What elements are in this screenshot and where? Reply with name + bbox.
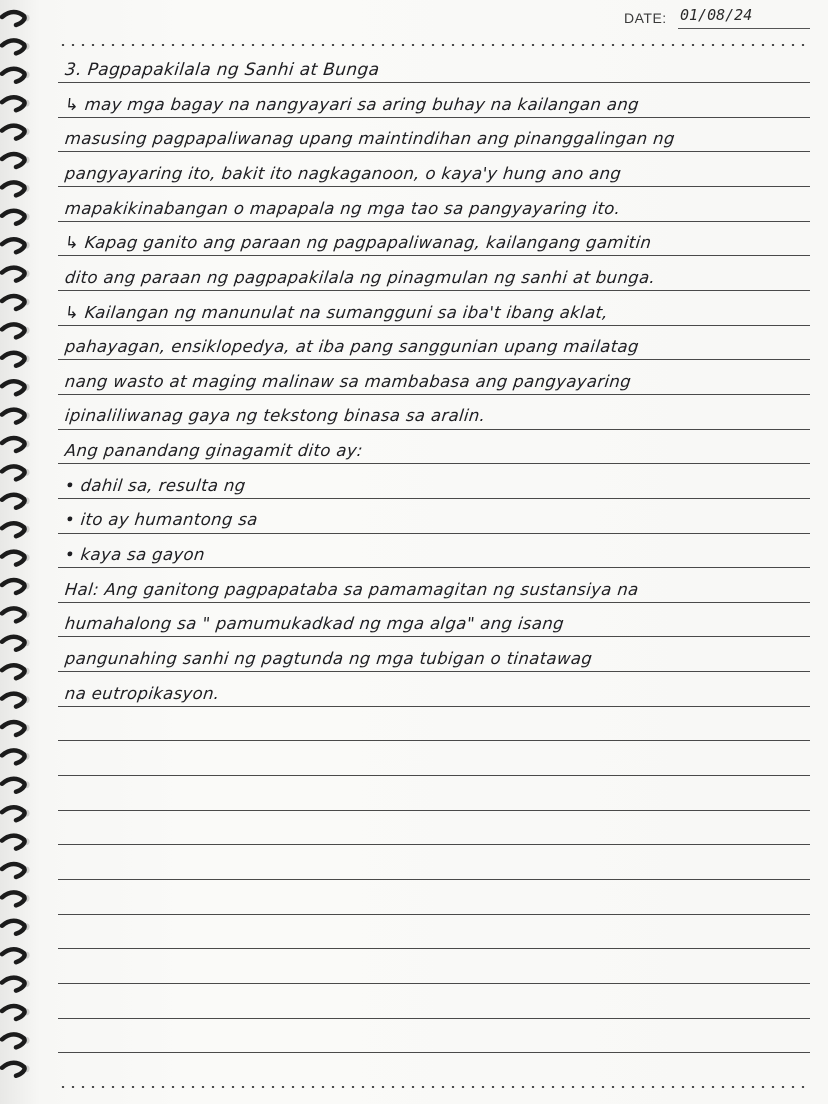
spiral-ring [2,949,30,962]
note-line: dito ang paraan ng pagpapakilala ng pinagmulan ng sanhi at bunga. [64,268,657,287]
spiral-ring [2,268,30,281]
ruled-line [58,255,810,256]
ruled-line [58,221,810,222]
spiral-ring [2,665,30,678]
note-line: pahayagan, ensiklopedya, at iba pang sanggunian upang mailatag [64,337,640,356]
note-line: Ang panandang ginagamit dito ay: [64,441,364,460]
spiral-ring [2,722,30,735]
spiral-ring [2,779,30,792]
ruled-line [58,636,810,637]
spiral-ring [2,608,30,621]
note-line: humahalong sa " pamumukadkad ng mga alga" ang isang [64,614,566,633]
bullet-item: • dahil sa, resulta ng [64,476,247,495]
date-field [624,6,814,32]
note-line: ↳ may mga bagay na nangyayari sa aring buhay na kailangan ang [64,95,641,114]
ruled-line [58,983,810,984]
spiral-ring [2,552,30,565]
spiral-ring [2,694,30,707]
spiral-ring [2,296,30,309]
spiral-ring [2,381,30,394]
spiral-ring [2,836,30,849]
spiral-ring [2,807,30,820]
ruled-line [58,879,810,880]
spiral-ring [2,466,30,479]
spiral-ring [2,126,30,139]
ruled-line [58,602,810,603]
ruled-line [58,1052,810,1053]
spiral-ring [2,353,30,366]
spiral-ring [2,1006,30,1019]
note-line: Hal: Ang ganitong pagpapataba sa pamamagitan ng sustansiya na [64,580,640,599]
ruled-line [58,775,810,776]
ruled-line [58,463,810,464]
spiral-binding [0,0,44,1104]
date-label: DATE: [624,10,667,26]
ruled-line [58,359,810,360]
ruled-line [58,706,810,707]
ruled-line [58,186,810,187]
note-line: na eutropikasyon. [64,684,221,703]
ruled-line [58,498,810,499]
ruled-line [58,914,810,915]
note-line: pangyayaring ito, bakit ito nagkaganoon, o kaya'y hung ano ang [64,164,623,183]
spiral-ring [2,40,30,53]
bottom-dotted-border [58,1086,810,1088]
spiral-ring [2,211,30,224]
bullet-item: • ito ay humantong sa [64,510,259,529]
spiral-ring [2,921,30,934]
spiral-ring [2,580,30,593]
spiral-ring [2,892,30,905]
note-line: pangunahing sanhi ng pagtunda ng mga tubigan o tinatawag [64,649,594,668]
spiral-ring [2,523,30,536]
spiral-ring [2,239,30,252]
spiral-ring [2,154,30,167]
ruled-line [58,671,810,672]
ruled-line [58,82,810,83]
spiral-ring [2,637,30,650]
note-heading: 3. Pagpapakilala ng Sanhi at Bunga [64,60,381,80]
spiral-ring [2,97,30,110]
note-line: ipinaliliwanag gaya ng tekstong binasa sa aralin. [64,406,487,425]
date-underline [678,28,810,29]
ruled-line [58,1018,810,1019]
note-line: mapakikinabangan o mapapala ng mga tao sa pangyayaring ito. [64,199,622,218]
ruled-line [58,325,810,326]
spiral-ring [2,1034,30,1047]
note-line: nang wasto at maging malinaw sa mambabasa ang pangyayaring [64,372,633,391]
ruled-line [58,948,810,949]
top-dotted-border [58,44,810,46]
spiral-ring [2,438,30,451]
spiral-ring [2,410,30,423]
spiral-ring [2,864,30,877]
ruled-line [58,290,810,291]
note-line: ↳ Kailangan ng manunulat na sumangguni sa iba't ibang aklat, [64,303,610,322]
spiral-ring [2,750,30,763]
note-line: masusing pagpapaliwanag upang maintindihan ang pinanggalingan ng [64,129,676,148]
date-value: 01/08/24 [680,6,753,24]
spiral-ring [2,495,30,508]
spiral-ring [2,978,30,991]
spiral-ring [2,324,30,337]
spiral-ring [2,1063,30,1076]
ruled-line [58,567,810,568]
note-line: ↳ Kapag ganito ang paraan ng pagpapaliwanag, kailangang gamitin [64,233,653,252]
ruled-line [58,740,810,741]
bullet-item: • kaya sa gayon [64,545,206,564]
spiral-ring [2,69,30,82]
spiral-ring [2,182,30,195]
ruled-line [58,844,810,845]
ruled-line [58,429,810,430]
ruled-line [58,533,810,534]
spiral-ring [2,12,30,25]
ruled-line [58,151,810,152]
ruled-line [58,117,810,118]
ruled-line [58,810,810,811]
ruled-line [58,394,810,395]
